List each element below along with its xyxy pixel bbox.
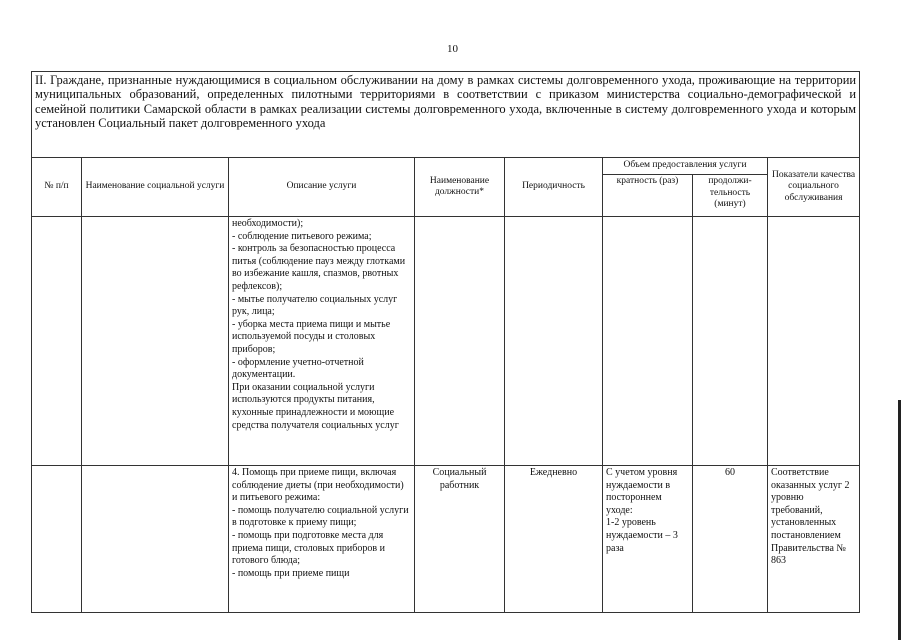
header-multiplicity: кратность (раз) — [603, 175, 693, 217]
cell-periodicity — [505, 217, 603, 466]
header-num: № п/п — [32, 158, 82, 217]
table-row — [32, 466, 860, 613]
cell-duration — [693, 217, 768, 466]
cell-quality: Соответствие оказанных услуг 2 уровню требований, установленных постановлением Правительства № 863 — [768, 466, 860, 613]
section-title-row — [32, 72, 860, 158]
cell-num — [32, 466, 82, 613]
table-row — [32, 217, 860, 466]
header-description: Описание услуги — [229, 158, 415, 217]
cell-description: 4. Помощь при приеме пищи, включая соблюдение диеты (при необходимости) и питьевого режима: - помощь получателю социальной услуги в подготовке к приему пищи; - помощь при подготовке места для приема пищи, столовых приборов и готового блюда; - помощь при приеме пищи — [229, 466, 415, 613]
header-position: Наименование должности* — [415, 158, 505, 217]
cell-num — [32, 217, 82, 466]
header-periodicity: Периодичность — [505, 158, 603, 217]
header-row — [32, 158, 860, 175]
page-number: 10 — [447, 43, 458, 55]
cell-multiplicity — [603, 217, 693, 466]
cell-service-name — [82, 466, 229, 613]
cell-periodicity: Ежедневно — [505, 466, 603, 613]
header-quality: Показатели качества социального обслуживания — [768, 158, 860, 217]
header-duration: продолжи-тельность (минут) — [693, 175, 768, 217]
section-title: II. Граждане, признанные нуждающимися в социальном обслуживании на дому в рамках системы долговременного ухода, проживающие на территории муниципальных образований, определенных пилотными территориями в соответствии с приказом министерства социально-демографической и семейной политики Самарской области в рамках реализации системы долговременного ухода, включенные в систему долговременного ухода и которым установлен Социальный пакет долговременного ухода — [32, 72, 860, 158]
cell-description: необходимости); - соблюдение питьевого режима; - контроль за безопасностью процесса питья (соблюдение пауз между глотками во избежание кашля, спазмов, рвотных рефлексов); - мытье получателю социальных услуг рук, лица; - уборка места приема пищи и мытье используемой посуды и столовых приборов; - оформление учетно-отчетной документации. При оказании социальной услуги используются продукты питания, кухонные принадлежности и моющие средства получателя социальных услуг — [229, 217, 415, 466]
cell-multiplicity: С учетом уровня нуждаемости в постороннем уходе: 1-2 уровень нуждаемости – 3 раза — [603, 466, 693, 613]
cell-duration: 60 — [693, 466, 768, 613]
header-volume: Объем предоставления услуги — [603, 158, 768, 175]
cell-position: Социальный работник — [415, 466, 505, 613]
scan-edge-bar — [898, 400, 901, 640]
cell-quality — [768, 217, 860, 466]
header-service-name: Наименование социальной услуги — [82, 158, 229, 217]
cell-service-name — [82, 217, 229, 466]
services-table — [31, 71, 860, 613]
cell-position — [415, 217, 505, 466]
